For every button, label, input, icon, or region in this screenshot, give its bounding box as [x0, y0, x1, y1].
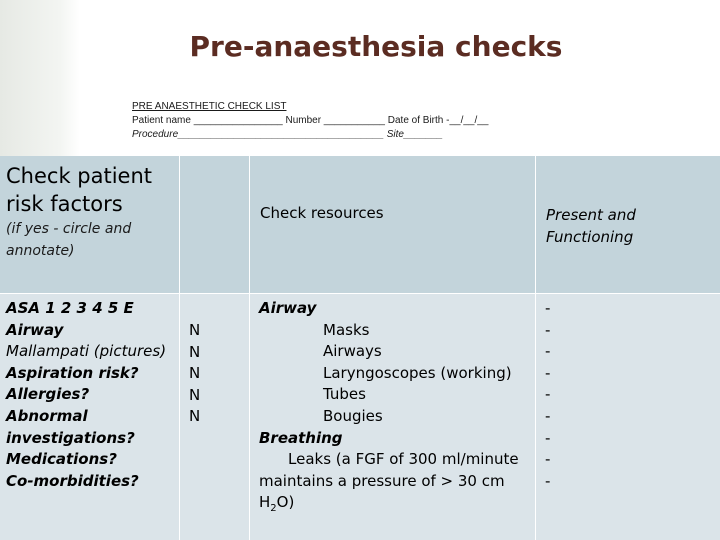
risk-factor-list: [6, 298, 179, 492]
risk-factor-aspiration: Aspiration risk?: [6, 363, 139, 382]
resource-section-breathing: Breathing: [259, 428, 343, 447]
resources-list: [259, 298, 529, 520]
checklist-procedure-line: Procedure_____________________________________ Site_______: [132, 129, 443, 140]
no-mark: N: [189, 342, 201, 361]
present-mark: -: [545, 428, 551, 447]
risk-factor-asa: ASA 1 2 3 4 5 E: [6, 299, 134, 317]
yes-no-cell: [180, 294, 249, 540]
risk-factor-investigations: Abnormal investigations?: [6, 406, 135, 447]
checklist-patient-line: Patient name ________________ Number ___________ Date of Birth -__/__/__: [132, 115, 489, 126]
header-risk-factors: [0, 156, 179, 293]
present-cell: [536, 294, 720, 540]
present-mark: -: [545, 320, 551, 339]
resource-item-tubes: Tubes: [323, 385, 366, 404]
resource-breathing-line3: [259, 492, 529, 520]
checklist-title: PRE ANAESTHETIC CHECK LIST: [132, 101, 287, 112]
present-list: [545, 298, 550, 492]
resource-item-masks: Masks: [323, 320, 370, 339]
no-mark: N: [189, 364, 201, 383]
risk-factor-comorbidities: Co-morbidities?: [6, 471, 139, 490]
resource-item-laryngoscopes: Laryngoscopes (working): [323, 363, 512, 382]
present-mark: -: [545, 342, 551, 361]
resource-breathing-line2: maintains a pressure of > 30 cm: [259, 471, 505, 490]
present-mark: -: [545, 406, 551, 425]
header-resources-label: Check resources: [260, 204, 384, 222]
risk-factor-allergies: Allergies?: [6, 385, 90, 404]
header-present-label: Present and Functioning: [546, 206, 636, 246]
risk-factor-medications: Medications?: [6, 450, 117, 469]
present-mark: -: [545, 385, 551, 404]
present-mark: -: [545, 299, 551, 317]
resource-section-airway: Airway: [259, 299, 317, 317]
resource-item-bougies: Bougies: [323, 406, 383, 425]
risk-factor-airway: Airway: [6, 320, 64, 339]
risk-factors-cell: [0, 294, 179, 540]
no-mark: N: [189, 385, 201, 404]
no-mark: N: [189, 321, 201, 339]
slide-title: Pre-anaesthesia checks: [189, 30, 563, 63]
header-risk-subtitle: (if yes - circle and annotate): [6, 221, 132, 259]
header-present: [536, 156, 720, 293]
header-blank: [180, 156, 249, 293]
present-mark: -: [545, 471, 551, 490]
risk-factor-mallampati: Mallampati (pictures): [6, 342, 167, 361]
resource-item-airways: Airways: [323, 342, 382, 361]
present-mark: -: [545, 450, 551, 469]
header-resources: [250, 156, 535, 293]
checks-table: [0, 156, 720, 540]
h2o-subscript: 2: [270, 503, 277, 515]
present-mark: -: [545, 363, 551, 382]
h2o-h: H: [259, 493, 271, 512]
yes-no-list: [189, 320, 200, 428]
header-risk-title: Check patient risk factors: [6, 164, 153, 216]
resources-cell: [250, 294, 535, 540]
h2o-o: O): [276, 493, 295, 512]
resource-breathing-line1: Leaks (a FGF of 300 ml/minute: [288, 450, 519, 469]
no-mark: N: [189, 407, 201, 426]
checklist-header: [132, 100, 488, 142]
